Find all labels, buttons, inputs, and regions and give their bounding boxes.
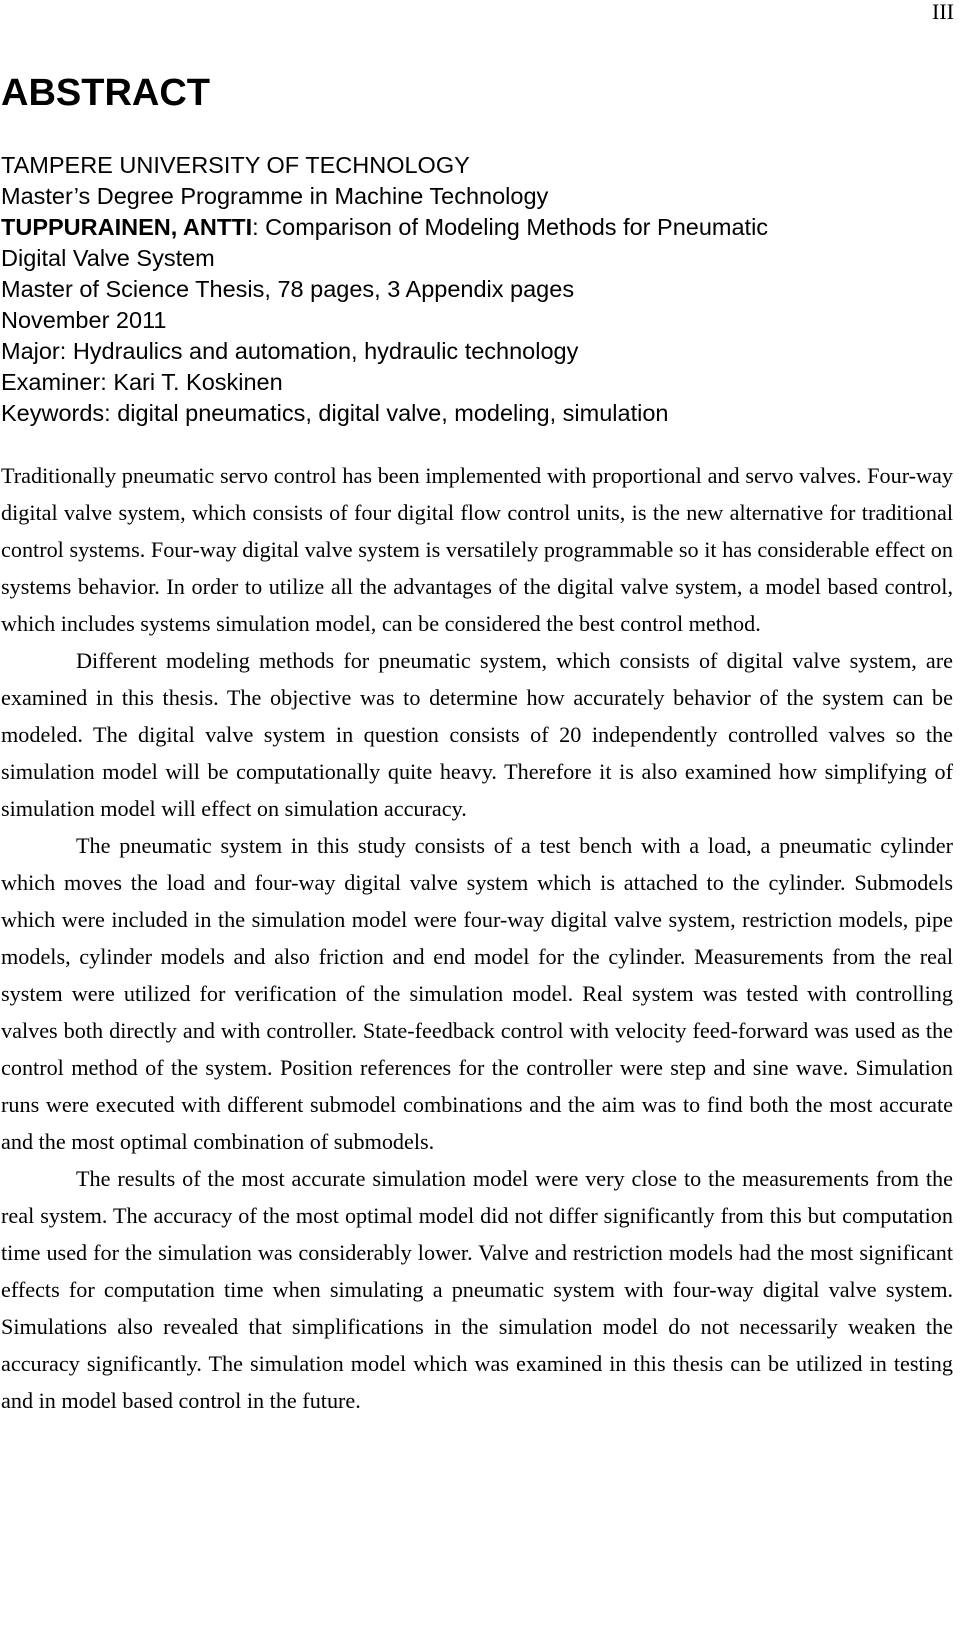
keywords-line: Keywords: digital pneumatics, digital valve, modeling, simulation	[1, 400, 669, 426]
programme-line: Master’s Degree Programme in Machine Technology	[1, 183, 549, 209]
thesis-info-line: Master of Science Thesis, 78 pages, 3 Appendix pages	[1, 276, 575, 302]
page-title: ABSTRACT	[1, 72, 210, 114]
abstract-paragraph-4: The results of the most accurate simulation model were very close to the measurements from the real system. The accuracy of the most optimal model did not differ significantly from this but computation time used for the simulation was considerably lower. Valve and restriction models had the most significant effects for computation time when simulating a pneumatic system with four-way digital valve system. Simulations also revealed that simplifications in the simulation model do not necessarily weaken the accuracy significantly. The simulation model which was examined in this thesis can be utilized in testing and in model based control in the future.	[1, 1166, 953, 1413]
author-name: TUPPURAINEN, ANTTI	[1, 214, 253, 240]
abstract-paragraph-1: Traditionally pneumatic servo control has been implemented with proportional and servo valves. Four-way digital valve system, which consists of four digital flow control units, is the new alternative for traditional control systems. Four-way digital valve system is versatilely programmable so it has considerable effect on systems behavior. In order to utilize all the advantages of the digital valve system, a model based control, which includes systems simulation model, can be considered the best control method.	[1, 463, 953, 636]
page-number: III	[932, 0, 954, 24]
thesis-title-part2: Digital Valve System	[1, 245, 215, 271]
thesis-metadata	[1, 150, 941, 429]
author-title-line	[1, 212, 941, 243]
major-line: Major: Hydraulics and automation, hydraulic technology	[1, 338, 579, 364]
abstract-paragraph-2: Different modeling methods for pneumatic system, which consists of digital valve system, are examined in this thesis. The objective was to determine how accurately behavior of the system can be modeled. The digital valve system in question consists of 20 independently controlled valves so the simulation model will be computationally quite heavy. Therefore it is also examined how simplifying of simulation model will effect on simulation accuracy.	[1, 648, 953, 821]
abstract-body	[1, 457, 953, 1419]
date-line: November 2011	[1, 307, 167, 333]
thesis-title-part1: : Comparison of Modeling Methods for Pneumatic	[252, 214, 769, 240]
university-line: TAMPERE UNIVERSITY OF TECHNOLOGY	[1, 152, 470, 178]
abstract-paragraph-3: The pneumatic system in this study consists of a test bench with a load, a pneumatic cylinder which moves the load and four-way digital valve system which is attached to the cylinder. Submodels which were included in the simulation model were four-way digital valve system, restriction models, pipe models, cylinder models and also friction and end model for the cylinder. Measurements from the real system were utilized for verification of the simulation model. Real system was tested with controlling valves both directly and with controller. State-feedback control with velocity feed-forward was used as the control method of the system. Position references for the controller were step and sine wave. Simulation runs were executed with different submodel combinations and the aim was to find both the most accurate and the most optimal combination of submodels.	[1, 833, 953, 1154]
examiner-line: Examiner: Kari T. Koskinen	[1, 369, 283, 395]
